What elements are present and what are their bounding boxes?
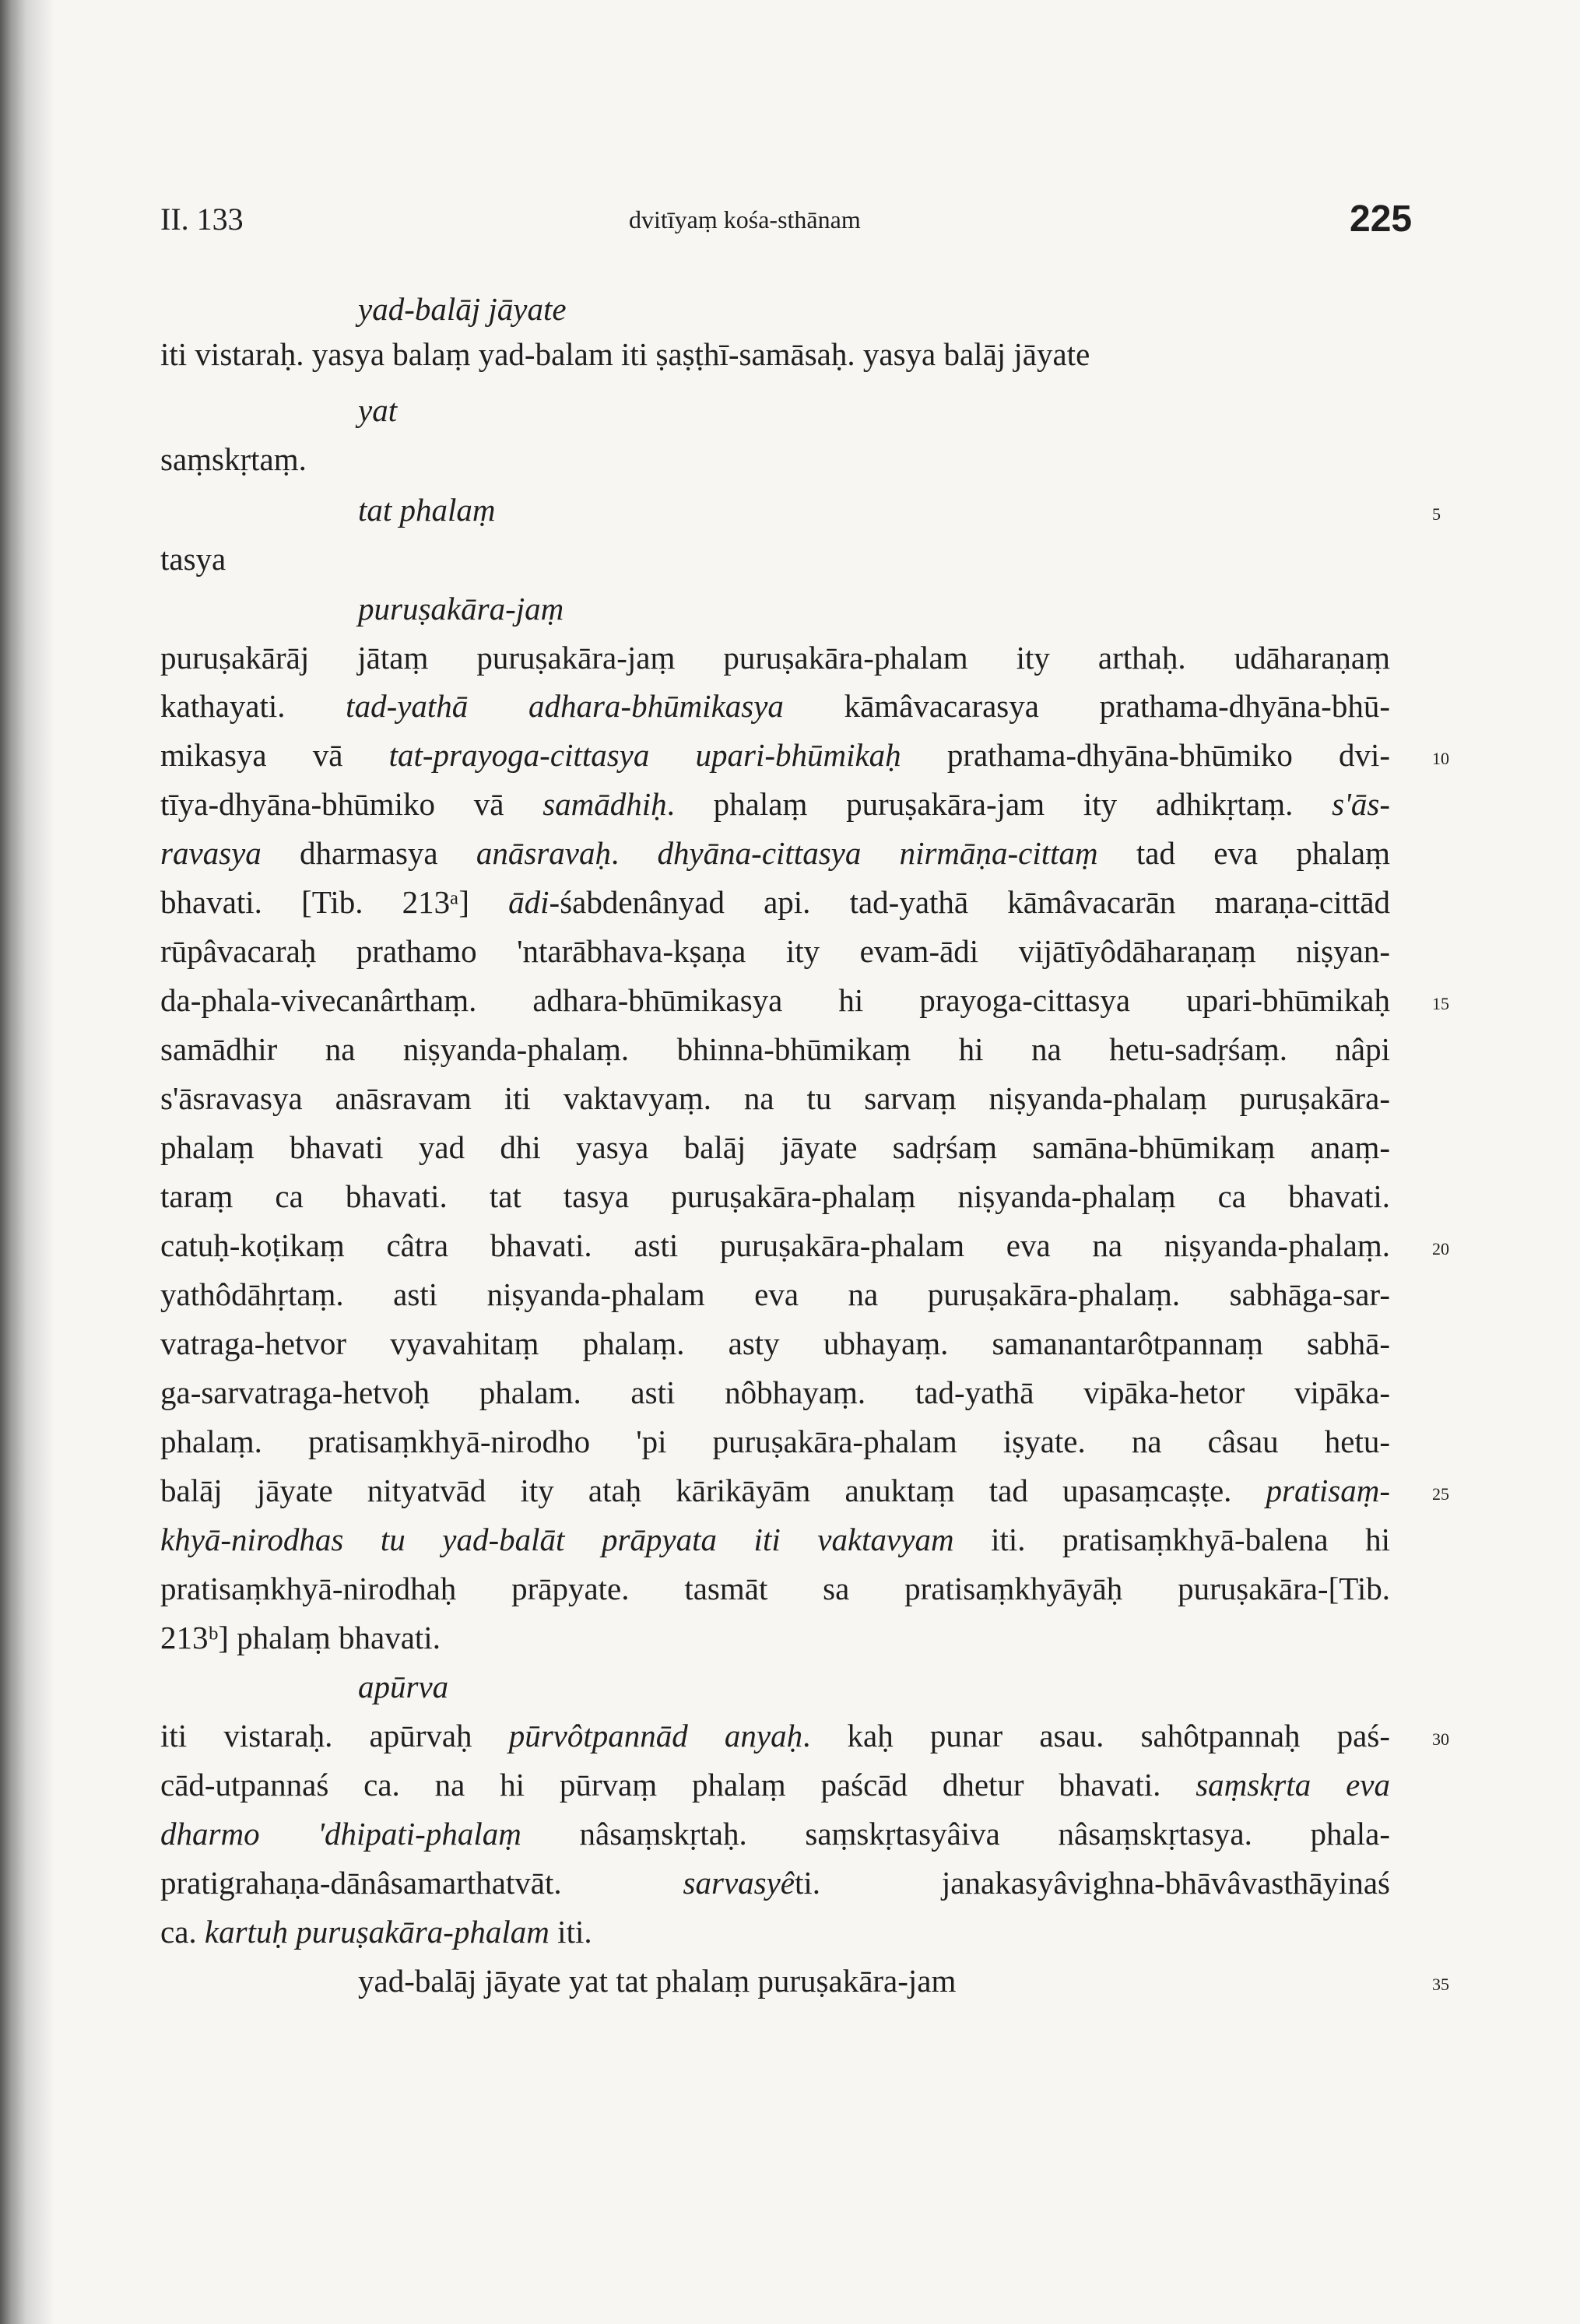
text-line (358, 1961, 956, 2000)
text-line (160, 686, 1390, 725)
italic-segment: apūrva (358, 1669, 449, 1704)
text-line (160, 1422, 1390, 1461)
text-line (358, 391, 397, 430)
text-segment: -śabdenânyad api. tad-yathā kāmâvacarān maraṇa-cittād (549, 884, 1390, 920)
text-line (358, 589, 564, 628)
text-line (160, 834, 1390, 872)
italic-segment: yad-balāj jāyate (358, 291, 567, 327)
italic-segment: ravasya (160, 835, 262, 871)
text-segment: tad eva phalaṃ (1097, 835, 1391, 871)
italic-segment: kartuḥ puruṣakāra-phalam (204, 1914, 549, 1950)
text-line (160, 932, 1390, 971)
text-segment: cād-utpannaś ca. na hi pūrvaṃ phalaṃ paścād dhetur bhavati. (160, 1767, 1196, 1803)
line-number: 15 (1432, 994, 1449, 1013)
italic-segment: pratisaṃ- (1266, 1473, 1390, 1508)
text-line (160, 1912, 592, 1951)
text-segment: tīya-dhyāna-bhūmiko vā (160, 786, 543, 822)
text-line (358, 490, 496, 529)
section-reference: II. 133 (160, 202, 244, 237)
text-segment: phalaṃ. pratisaṃkhyā-nirodho 'pi puruṣakāra-phalam iṣyate. na câsau hetu- (160, 1424, 1390, 1459)
text-line (160, 1226, 1390, 1265)
italic-segment: puruṣakāra-jaṃ (358, 591, 564, 627)
text-segment: 213ᵇ] phalaṃ bhavati. (160, 1620, 441, 1655)
text-line (160, 981, 1390, 1020)
italic-segment: ādi (508, 884, 549, 920)
text-segment: . phalaṃ puruṣakāra-jam ity adhikṛtaṃ. (666, 786, 1332, 822)
text-line (160, 440, 307, 479)
line-number: 10 (1432, 749, 1449, 768)
line-number: 5 (1432, 504, 1441, 524)
italic-segment: sarvasyê (683, 1865, 795, 1901)
italic-segment: tat phalaṃ (358, 492, 496, 528)
page-number: 225 (1350, 198, 1413, 240)
text-line (160, 1373, 1390, 1412)
italic-segment: pūrvôtpannād anyaḥ (508, 1718, 803, 1754)
italic-segment: anāsravaḥ (476, 835, 611, 871)
italic-segment: saṃskṛta eva (1196, 1767, 1390, 1803)
text-segment: kathayati. (160, 688, 346, 724)
text-line (160, 638, 1390, 677)
text-segment: samādhir na niṣyanda-phalaṃ. bhinna-bhūmikaṃ hi na hetu-sadṛśaṃ. nâpi (160, 1031, 1390, 1067)
text-line (160, 1814, 1390, 1853)
text-segment: da-phala-vivecanârthaṃ. adhara-bhūmikasya hi prayoga-cittasya upari-bhūmikaḥ (160, 982, 1390, 1018)
text-segment: yad-balāj jāyate yat tat phalaṃ puruṣakāra-jam (358, 1963, 957, 1999)
text-segment: ga-sarvatraga-hetvoḥ phalam. asti nôbhayaṃ. tad-yathā vipāka-hetor vipāka- (160, 1374, 1390, 1410)
text-segment: saṃskṛtaṃ. (160, 441, 307, 477)
text-segment: . kaḥ punar asau. sahôtpannaḥ paś- (802, 1718, 1390, 1754)
text-segment: pratigrahaṇa-dānâsamarthatvāt. (160, 1865, 683, 1901)
line-number: 30 (1432, 1729, 1449, 1749)
text-segment: ti. janakasyâvighna-bhāvâvasthāyinaś (795, 1865, 1390, 1901)
line-number: 20 (1432, 1239, 1449, 1259)
text-segment: yathôdāhṛtaṃ. asti niṣyanda-phalam eva na puruṣakāra-phalaṃ. sabhāga-sar- (160, 1276, 1390, 1312)
text-line (160, 1765, 1390, 1804)
italic-segment: khyā-nirodhas tu yad-balāt prāpyata iti vaktavyam (160, 1522, 954, 1557)
text-segment: pratisaṃkhyā-nirodhaḥ prāpyate. tasmāt sa pratisaṃkhyāyāḥ puruṣakāra-[Tib. (160, 1571, 1390, 1606)
italic-segment: samādhiḥ (542, 786, 667, 822)
text-segment: puruṣakārāj jātaṃ puruṣakāra-jaṃ puruṣakāra-phalam ity arthaḥ. udāharaṇaṃ (160, 640, 1390, 676)
text-segment: taraṃ ca bhavati. tat tasya puruṣakāra-phalaṃ niṣyanda-phalaṃ ca bhavati. (160, 1178, 1390, 1214)
line-number: 25 (1432, 1484, 1449, 1504)
text-segment: mikasya vā (160, 737, 389, 773)
italic-segment: tat-prayoga-cittasya upari-bhūmikaḥ (388, 737, 901, 773)
text-line (160, 1618, 441, 1657)
text-segment: iti. pratisaṃkhyā-balena hi (953, 1522, 1391, 1557)
text-segment: iti vistaraḥ. yasya balaṃ yad-balam iti ṣaṣṭhī-samāsaḥ. yasya balāj jāyate (160, 336, 1090, 372)
italic-segment: dhyāna-cittasya nirmāṇa-cittaṃ (657, 835, 1098, 871)
text-line (160, 1471, 1390, 1510)
text-segment: bhavati. [Tib. 213ᵃ] (160, 884, 509, 920)
running-title: dvitīyaṃ kośa-sthānam (629, 205, 861, 233)
text-line (160, 1079, 1390, 1118)
italic-segment: s'ās- (1332, 786, 1391, 822)
text-line (160, 1520, 1390, 1559)
italic-segment: yat (358, 392, 398, 428)
scan-shadow-edge (0, 0, 54, 2324)
text-line (160, 785, 1390, 823)
italic-segment: dharmo 'dhipati-phalaṃ (160, 1816, 521, 1852)
text-line (358, 1667, 448, 1706)
text-segment: iti vistaraḥ. apūrvaḥ (160, 1718, 509, 1754)
text-line (160, 1275, 1390, 1314)
page-header (0, 198, 1580, 247)
text-segment: iti. (549, 1914, 592, 1950)
text-segment: dharmasya (261, 835, 476, 871)
text-segment: catuḥ-koṭikaṃ câtra bhavati. asti puruṣakāra-phalam eva na niṣyanda-phalaṃ. (160, 1227, 1390, 1263)
text-segment: s'āsravasya anāsravam iti vaktavyaṃ. na tu sarvaṃ niṣyanda-phalaṃ puruṣakāra- (160, 1080, 1390, 1116)
text-segment: . (610, 835, 658, 871)
text-line (160, 1716, 1390, 1755)
text-line (160, 1177, 1390, 1216)
text-segment: tasya (160, 541, 226, 577)
text-segment: balāj jāyate nityatvād ity ataḥ kārikāyām anuktaṃ tad upasaṃcaṣṭe. (160, 1473, 1266, 1508)
line-number: 35 (1432, 1975, 1449, 1994)
text-segment: rūpâvacaraḥ prathamo 'ntarābhava-kṣaṇa ity evam-ādi vijātīyôdāharaṇaṃ niṣyan- (160, 933, 1390, 969)
text-line (160, 335, 1090, 374)
text-segment: phalaṃ bhavati yad dhi yasya balāj jāyate sadṛśaṃ samāna-bhūmikaṃ anaṃ- (160, 1129, 1390, 1165)
text-line (160, 1030, 1390, 1069)
text-line (160, 883, 1390, 922)
text-line (160, 539, 226, 578)
text-line (160, 1324, 1390, 1363)
text-segment: kāmâvacarasya prathama-dhyāna-bhū- (783, 688, 1390, 724)
text-line (160, 735, 1390, 774)
text-segment: prathama-dhyāna-bhūmiko dvi- (901, 737, 1390, 773)
text-line (358, 290, 567, 328)
italic-segment: tad-yathā adhara-bhūmikasya (346, 688, 784, 724)
text-line (160, 1863, 1390, 1902)
text-segment: ca. (160, 1914, 205, 1950)
text-line (160, 1569, 1390, 1608)
text-segment: nâsaṃskṛtaḥ. saṃskṛtasyâiva nâsaṃskṛtasya. phala- (521, 1816, 1390, 1852)
text-line (160, 1128, 1390, 1167)
text-segment: vatraga-hetvor vyavahitaṃ phalaṃ. asty ubhayaṃ. samanantarôtpannaṃ sabhā- (160, 1325, 1390, 1361)
